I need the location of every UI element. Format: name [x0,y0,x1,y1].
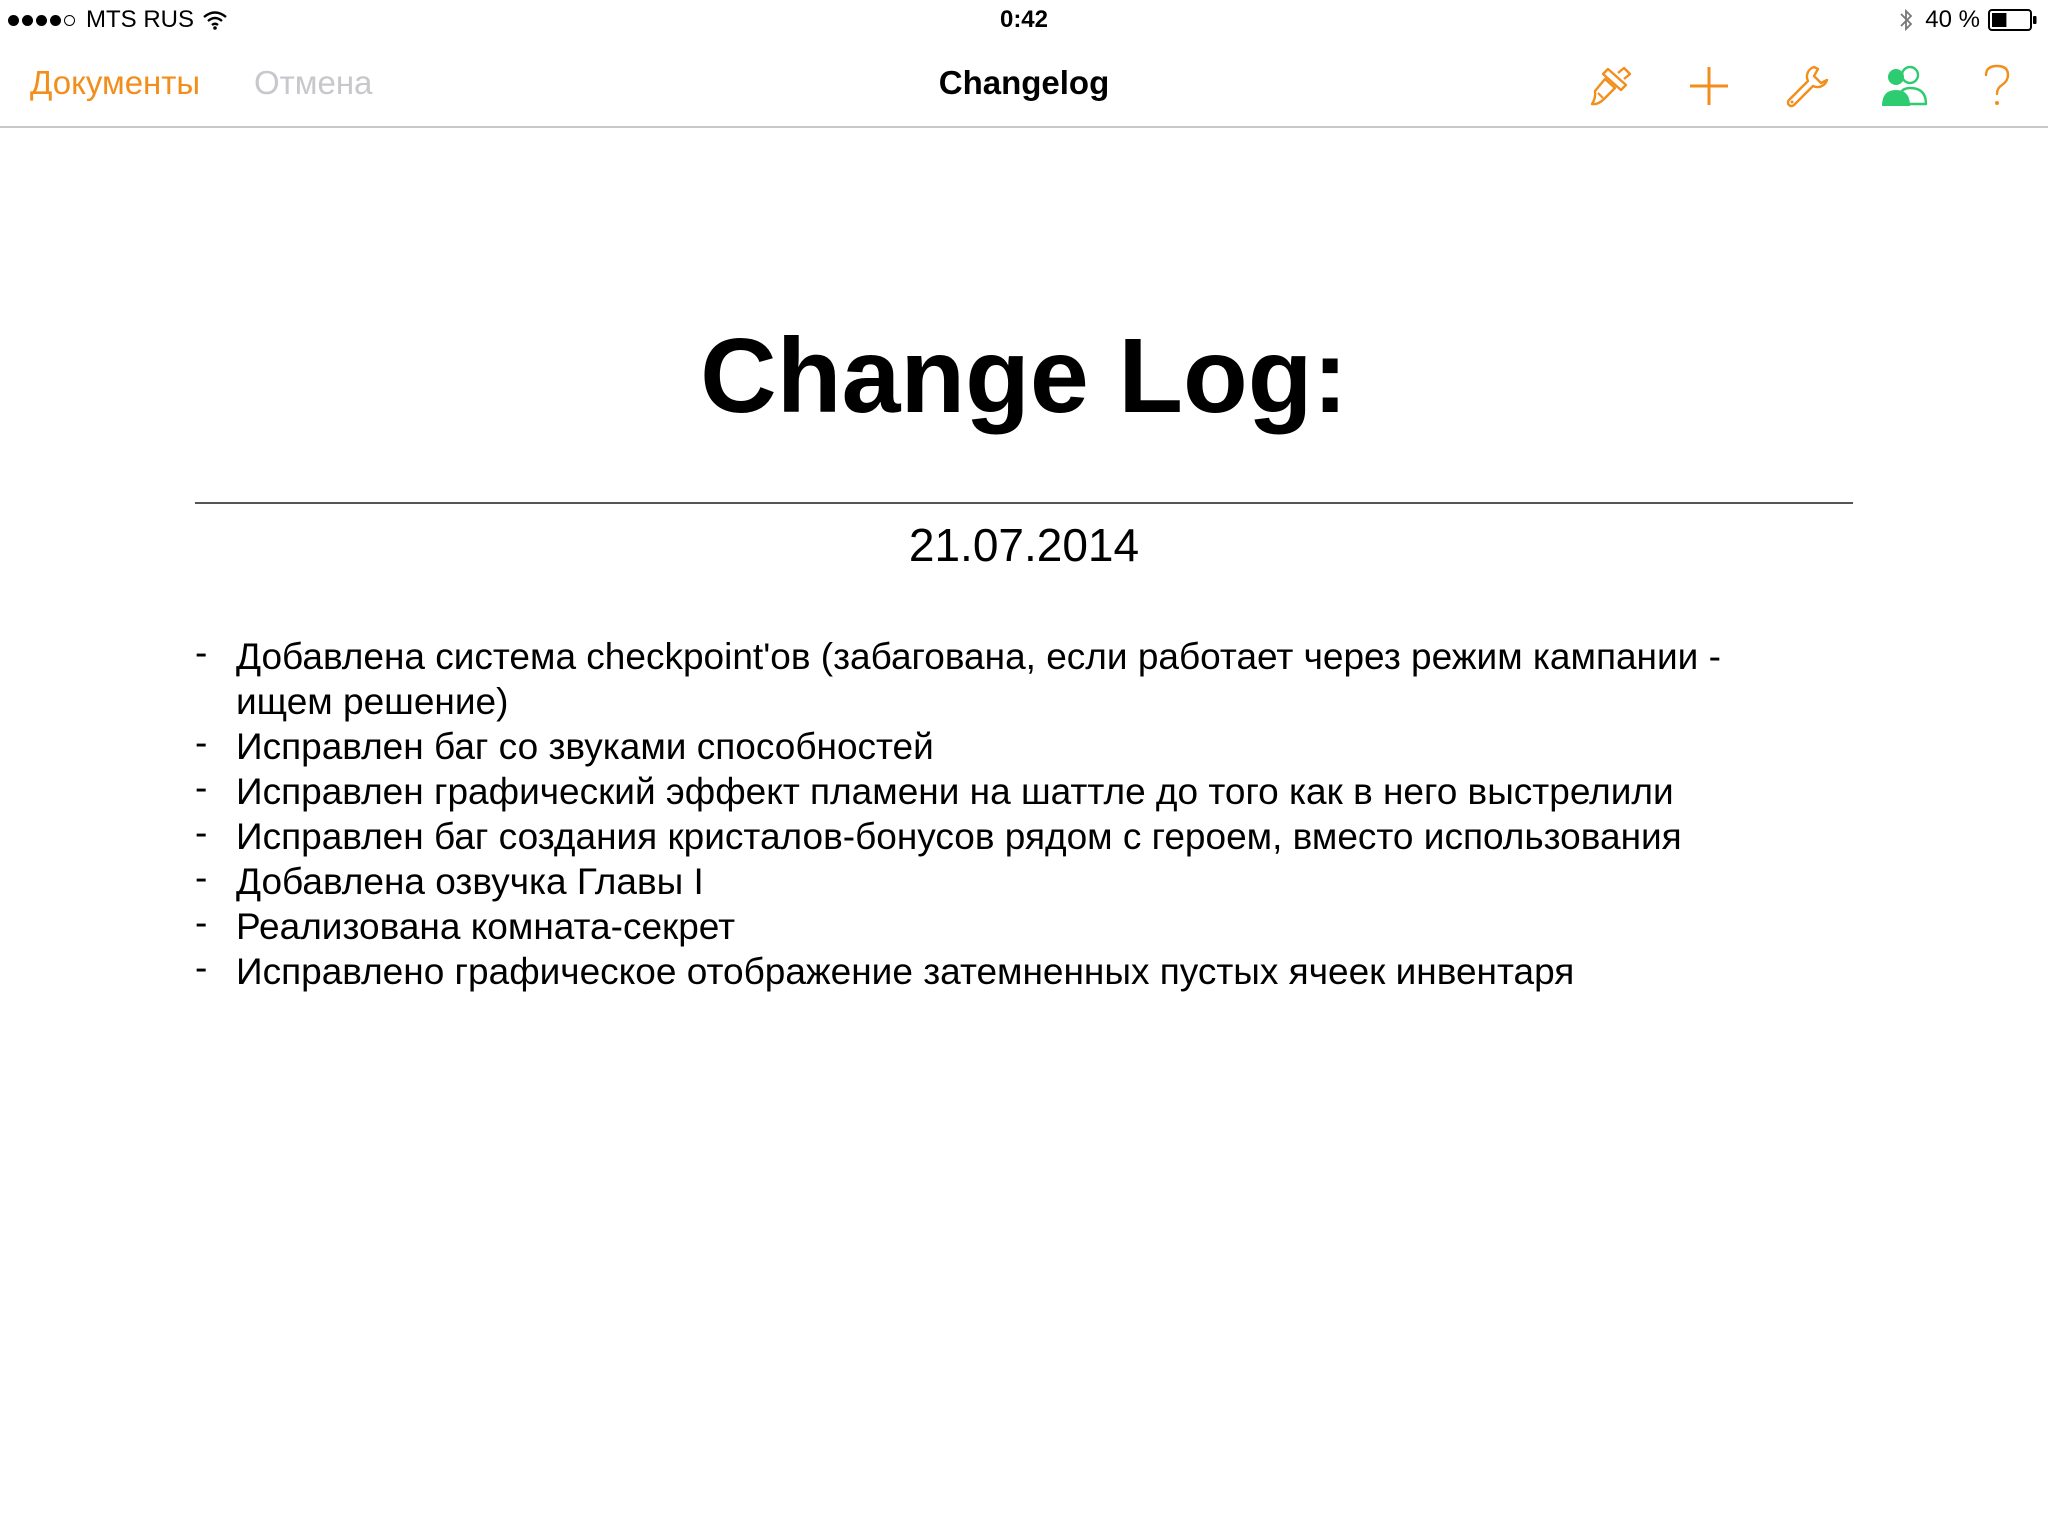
list-item-text: Исправлено графическое отображение затемненных пустых ячеек инвентаря [236,951,1575,992]
help-button[interactable] [1972,62,2022,110]
tools-button[interactable] [1782,62,1832,110]
battery-icon [1988,8,2038,32]
status-bar [0,0,2048,42]
list-item-text: Исправлен баг создания кристалов-бонусов рядом с героем, вместо использования [236,816,1682,857]
list-item [195,949,1805,994]
list-item-text: Исправлен баг со звуками способностей [236,726,934,767]
list-bullet: - [195,632,208,673]
list-bullet: - [195,812,208,853]
list-item [195,724,1805,769]
insert-button[interactable] [1684,62,1734,110]
wrench-icon [1784,63,1830,109]
battery-percent: 40 % [1925,6,1980,33]
list-item [195,904,1805,949]
list-item-text: Добавлена система checkpoint'ов (забагована, если работает через режим кампании - ищем решение) [236,636,1721,722]
doc-date: 21.07.2014 [908,519,1140,571]
list-item-text: Реализована комната-секрет [236,906,736,947]
list-item-text: Исправлен графический эффект пламени на шаттле до того как в него выстрелили [236,771,1674,812]
status-time: 0:42 [999,6,1049,33]
list-item [195,814,1805,859]
list-bullet: - [195,767,208,808]
list-item [195,769,1805,814]
bluetooth-icon [1897,7,1915,33]
paintbrush-icon [1588,63,1634,109]
list-bullet: - [195,857,208,898]
documents-button[interactable]: Документы [30,64,201,101]
carrier-name: MTS RUS [86,6,194,33]
nav-bar [0,42,2048,128]
list-bullet: - [195,722,208,763]
cancel-button[interactable]: Отмена [254,64,373,101]
list-bullet: - [195,947,208,988]
changelog-list [195,634,1805,994]
collaborators-icon [1880,64,1930,108]
format-button[interactable] [1586,62,1636,110]
status-right [1897,6,2038,34]
divider [195,502,1853,504]
list-item [195,634,1805,724]
help-icon [1982,63,2012,109]
doc-heading: Change Log: [700,317,1348,435]
document-title: Changelog [938,64,1110,101]
collaboration-button[interactable] [1880,62,1930,110]
plus-icon [1687,64,1731,108]
list-item-text: Добавлена озвучка Главы I [236,861,704,902]
list-bullet: - [195,902,208,943]
list-item [195,859,1805,904]
